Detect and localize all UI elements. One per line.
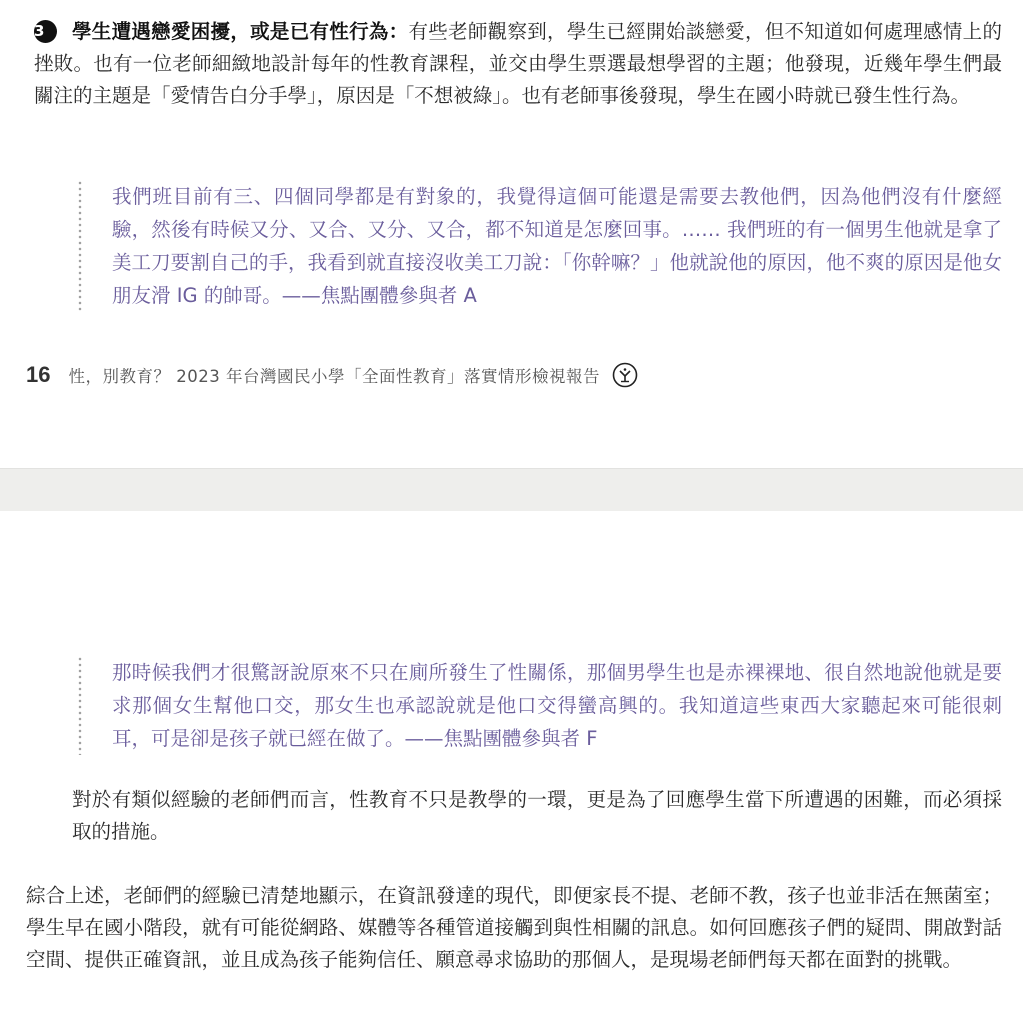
item-number-badge: 3 bbox=[34, 20, 57, 43]
item-heading: 學生遭遇戀愛困擾，或是已有性行為： bbox=[72, 20, 409, 43]
document-page-bottom bbox=[0, 511, 1023, 1024]
item-body: 有些老師觀察到，學生已經開始談戀愛，但不知道如何處理感情上的挫敗。也有一位老師細緻地設計每年的性教育課程，並交由學生票選最想學習的主題；他發現，近幾年學生們最關注的主題是「愛情告白分手學」，原因是「不想被綠」。也有老師事後發現，學生在國小時就已發生性行為。 bbox=[34, 20, 1002, 107]
numbered-item bbox=[34, 16, 1002, 112]
quote-text: 我們班目前有三、四個同學都是有對象的，我覺得這個可能還是需要去教他們，因為他們沒有什麼經驗，然後有時候又分、又合、又分、又合，都不知道是怎麼回事。…… 我們班的有一個男生他就是拿了美工刀要割自己的手，我看到就直接沒收美工刀說：「你幹嘛？」他就說他的原因，他不爽的原因是他女朋友滑 IG 的帥哥。——焦點團體參與者 A bbox=[112, 185, 1002, 307]
quote-text: 那時候我們才很驚訝說原來不只在廁所發生了性關係，那個男學生也是赤裸裸地、很自然地說他就是要求那個女生幫他口交，那女生也承認說就是他口交得蠻高興的。我知道這些東西大家聽起來可能很刺耳，可是卻是孩子就已經在做了。——焦點團體參與者 F bbox=[112, 661, 1002, 750]
footer-title: 性，別教育？ 2023 年台灣國民小學「全面性教育」落實情形檢視報告 bbox=[68, 367, 600, 386]
quote-dotted-border bbox=[78, 180, 82, 312]
page-number: 16 bbox=[26, 362, 51, 387]
blockquote bbox=[78, 656, 1002, 755]
quote-dotted-border bbox=[78, 656, 82, 755]
page-separator bbox=[0, 468, 1023, 512]
emblem-icon bbox=[612, 362, 638, 388]
blockquote bbox=[78, 180, 1002, 312]
paragraph: 綜合上述，老師們的經驗已清楚地顯示，在資訊發達的現代，即便家長不提、老師不教，孩子也並非活在無菌室；學生早在國小階段，就有可能從網路、媒體等各種管道接觸到與性相關的訊息。如何回應孩子們的疑問、開啟對話空間、提供正確資訊，並且成為孩子能夠信任、願意尋求協助的那個人，是現場老師們每天都在面對的挑戰。 bbox=[26, 884, 1002, 971]
paragraph: 對於有類似經驗的老師們而言，性教育不只是教學的一環，更是為了回應學生當下所遭遇的困難，而必須採取的措施。 bbox=[72, 788, 1002, 843]
item-paragraph bbox=[34, 16, 1002, 112]
document-page-top bbox=[0, 0, 1023, 468]
page-footer bbox=[26, 358, 638, 392]
